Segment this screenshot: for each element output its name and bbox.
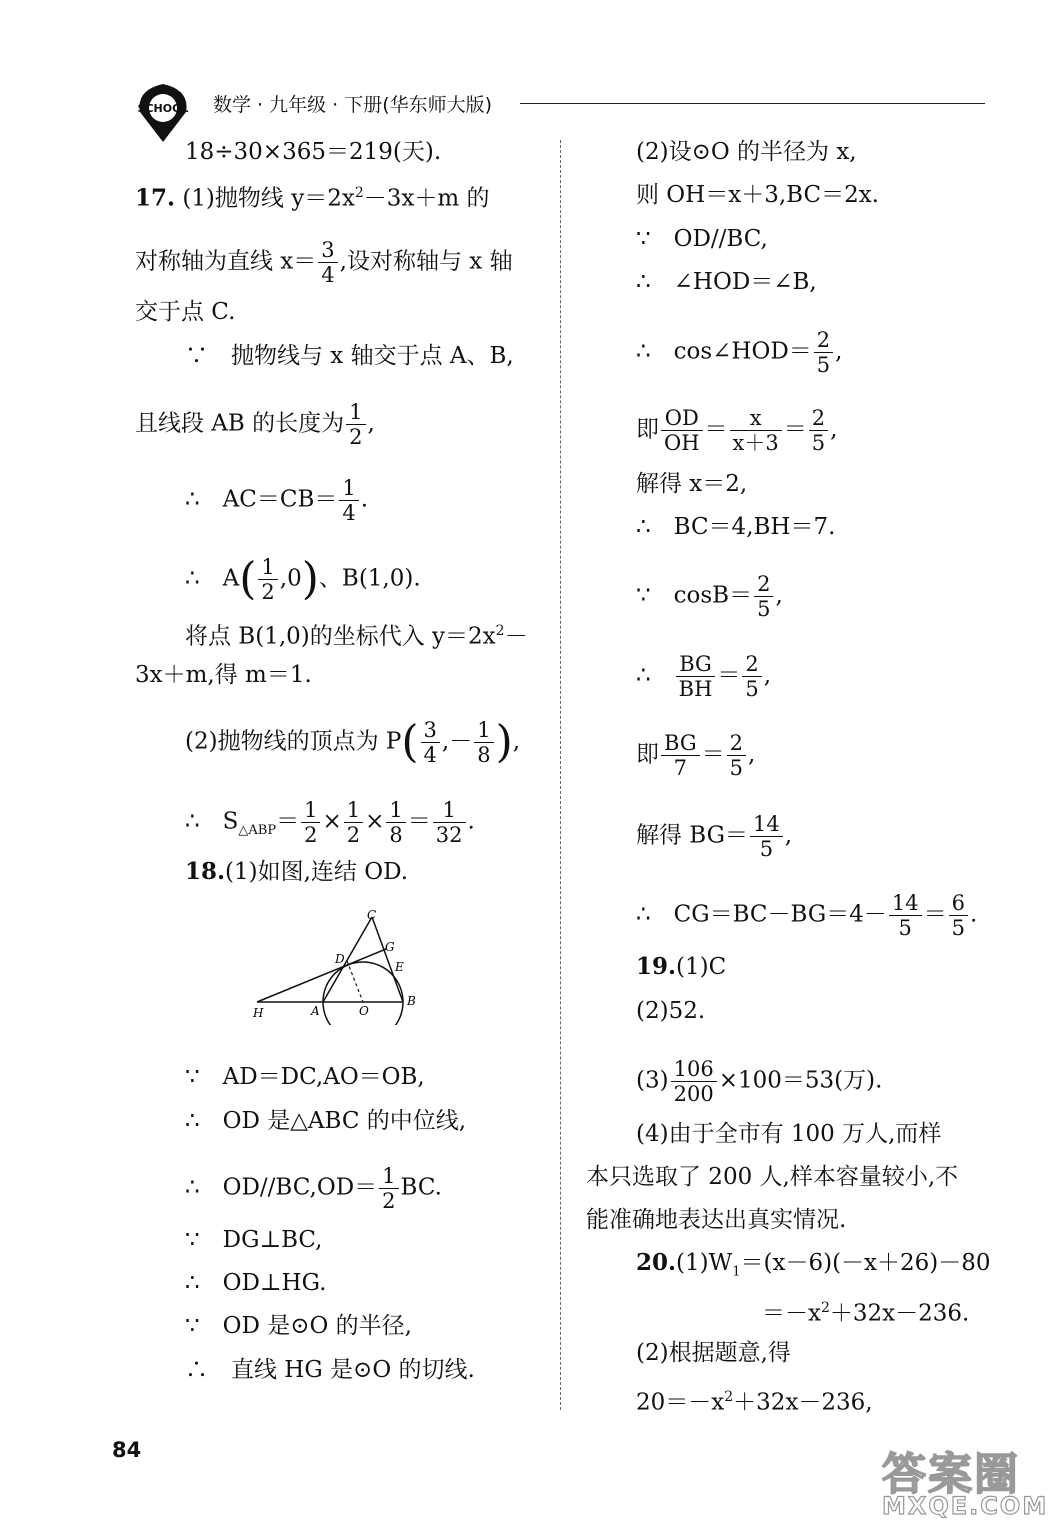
q20-line-3: (2)根据题意,得 (636, 1340, 791, 1366)
q20-line-2 (762, 1293, 969, 1329)
r9-b: , (775, 582, 783, 609)
frac-num: BG (661, 731, 700, 756)
frac-num: OD (661, 406, 703, 431)
r11-b: , (747, 741, 756, 768)
frac-den: 2 (304, 823, 318, 847)
q17-number: 17. (135, 184, 176, 212)
frac-den: 5 (729, 756, 743, 780)
q17-l10-mid: ,－ (441, 728, 473, 755)
fraction (814, 328, 833, 377)
times: × (365, 808, 385, 835)
frac-den: 200 (673, 1082, 714, 1106)
q17-line-11 (185, 798, 475, 847)
label-E: E (395, 960, 404, 974)
q17-l8-sup: 2 (495, 623, 505, 639)
frac-den: 4 (342, 501, 356, 525)
right-paren: ) (301, 553, 319, 605)
q17-l6-a: ∴ AC＝CB＝ (185, 486, 338, 513)
frac-num: 1 (301, 798, 320, 823)
q18-line-3: ∴ OD 是△ABC 的中位线, (185, 1108, 467, 1134)
frac-den: 5 (951, 916, 965, 940)
q20-line-4 (636, 1382, 873, 1418)
q17-line-3: 交于点 C. (135, 299, 236, 325)
right-line-1: (2)设⊙O 的半径为 x, (636, 139, 857, 165)
q18-l4-b: BC. (400, 1174, 442, 1201)
q19-l3-a: (3) (636, 1067, 669, 1094)
fraction (344, 798, 363, 847)
q17-text-b: －3x＋m 的 (363, 185, 490, 212)
r13-b: . (969, 901, 978, 928)
frac-den: 2 (346, 823, 361, 847)
fraction (949, 891, 968, 940)
watermark (868, 1438, 1048, 1528)
fraction (318, 238, 337, 287)
q20-l4-sup: 2 (724, 1389, 734, 1405)
q19-number: 19. (636, 953, 677, 980)
frac-num: 1 (433, 798, 466, 823)
frac-num: 2 (727, 731, 746, 756)
eq: ＝ (923, 901, 947, 928)
eq: ＝ (701, 741, 725, 768)
fraction (386, 798, 405, 847)
page-header (0, 60, 1059, 150)
q17-l11-a: ∴ S (185, 808, 239, 835)
fraction (754, 572, 773, 621)
r12-b: , (784, 822, 793, 849)
fraction (421, 718, 440, 767)
q17-text-a: (1)抛物线 y＝2x (182, 185, 355, 212)
q17-line-9: 3x＋m,得 m＝1. (135, 662, 312, 688)
label-O: O (359, 1004, 369, 1018)
label-H: H (253, 1006, 264, 1020)
frac-num: 2 (754, 572, 773, 597)
r12-a: 解得 BG＝ (636, 822, 749, 849)
q17-line-10 (185, 718, 520, 767)
fraction (258, 555, 277, 604)
frac-num: 106 (671, 1057, 717, 1082)
times: × (322, 808, 342, 835)
q18-line-2: ∵ AD＝DC,AO＝OB, (185, 1064, 425, 1090)
left-line-1: 18÷30×365＝219(天). (185, 139, 442, 165)
frac-num: 1 (386, 798, 405, 823)
label-G: G (385, 940, 395, 954)
eq: ＝ (717, 662, 741, 689)
q17-l7-c: 、B(1,0). (318, 565, 421, 592)
eq: ＝ (704, 416, 728, 443)
frac-num: 1 (344, 798, 363, 823)
q20-l1-a: (1)W (676, 1250, 733, 1276)
fraction (742, 652, 761, 701)
frac-num: 14 (889, 891, 922, 916)
frac-num: 6 (949, 891, 968, 916)
r10-a: ∴ (636, 662, 674, 689)
frac-num: 1 (339, 476, 358, 501)
fraction (474, 718, 493, 767)
frac-den: 5 (811, 431, 826, 455)
frac-den: 8 (477, 743, 491, 767)
right-line-8: ∴ BC＝4,BH＝7. (636, 514, 836, 540)
q20-l4-a: 20＝－x (636, 1389, 725, 1416)
geometry-figure (245, 905, 435, 1025)
r5-a: ∴ cos∠HOD＝ (636, 338, 812, 365)
frac-den: 32 (435, 823, 463, 847)
q17-l11-eq2: ＝ (407, 808, 431, 835)
q18-line-8: ∴ 直线 HG 是⊙O 的切线. (185, 1357, 475, 1383)
watermark-text-1: 答案圈 (882, 1449, 1020, 1500)
q18-line-5: ∵ DG⊥BC, (185, 1227, 323, 1253)
page-number: 84 (112, 1438, 142, 1462)
q18-line-7: ∵ OD 是⊙O 的半径, (185, 1313, 412, 1339)
q17-l2-a: 对称轴为直线 x＝ (135, 248, 317, 275)
frac-den: 2 (349, 425, 363, 449)
q17-line-6 (185, 476, 368, 525)
frac-num: BG (676, 652, 716, 677)
q17-line-2 (135, 238, 513, 287)
frac-den: x＋3 (732, 431, 779, 455)
frac-num: 2 (814, 328, 833, 353)
q20-l4-b: ＋32x－236, (733, 1389, 873, 1416)
right-paren: ) (495, 716, 513, 768)
frac-den: 2 (261, 580, 275, 604)
right-line-4: ∴ ∠HOD＝∠B, (636, 269, 817, 295)
fraction (676, 652, 716, 701)
label-C: C (367, 908, 377, 922)
frac-den: 5 (745, 677, 759, 701)
q17-l2-b: ,设对称轴与 x 轴 (339, 248, 513, 275)
q20-l2-a: ＝－x (762, 1300, 821, 1327)
q19-line-4: (4)由于全市有 100 万人,而样 (636, 1121, 942, 1147)
q20-l1-sub: 1 (732, 1264, 741, 1280)
fraction (727, 731, 746, 780)
frac-num: 3 (421, 718, 440, 743)
right-line-13 (636, 891, 977, 940)
q17-l5-a: 且线段 AB 的长度为 (135, 410, 345, 437)
r11-a: 即 (636, 741, 659, 768)
q18-l1: (1)如图,连结 OD. (225, 859, 409, 885)
right-line-9 (636, 572, 783, 621)
frac-den: 8 (389, 823, 403, 847)
q20-l1-b: ＝(x－6)(－x＋26)－80 (740, 1250, 991, 1276)
frac-num: 1 (346, 400, 365, 425)
fraction (301, 798, 320, 847)
fraction (346, 400, 365, 449)
frac-den: 7 (673, 756, 687, 780)
frac-num: 2 (809, 406, 828, 431)
fraction (339, 476, 358, 525)
q17-l6-b: . (360, 486, 369, 513)
label-D: D (335, 952, 345, 966)
q17-l11-b: . (467, 808, 475, 835)
school-logo (128, 72, 198, 146)
frac-num: 1 (258, 555, 277, 580)
q17-line-5 (135, 400, 375, 449)
q17-sup: 2 (354, 185, 364, 201)
q17-l11-sub: △ABP (238, 823, 277, 839)
q19-l1: (1)C (676, 954, 727, 980)
q17-l8-a: 将点 B(1,0)的坐标代入 y＝2x (185, 623, 496, 650)
q18-line-1 (185, 857, 408, 887)
frac-num: x (730, 406, 782, 431)
q17-l7-b: ,0 (279, 565, 302, 592)
r13-a: ∴ CG＝BC－BG＝4－ (636, 901, 887, 928)
q18-line-6: ∴ OD⊥HG. (185, 1270, 327, 1296)
q17-l10-a: (2)抛物线的顶点为 P (185, 728, 402, 755)
column-divider (560, 140, 561, 1410)
header-title: 数学 · 九年级 · 下册(华东师大版) (213, 94, 493, 116)
r6-b: , (830, 416, 838, 443)
frac-den: 5 (759, 837, 774, 861)
right-line-11 (636, 731, 755, 780)
frac-num: 1 (474, 718, 493, 743)
fraction (661, 406, 703, 455)
q17-line-7 (185, 555, 421, 604)
r5-b: , (835, 338, 843, 365)
frac-den: 4 (423, 743, 437, 767)
logo-text: SCHOOL (137, 102, 189, 115)
q19-l3-b: ×100＝53(万). (718, 1067, 883, 1094)
q20-l2-sup: 2 (820, 1300, 830, 1316)
fraction (379, 1164, 398, 1213)
frac-den: 4 (321, 263, 335, 287)
right-line-7: 解得 x＝2, (636, 471, 748, 497)
frac-num: 3 (318, 238, 337, 263)
frac-num: 14 (750, 812, 783, 837)
q19-line-5: 本只选取了 200 人,样本容量较小,不 (586, 1164, 959, 1190)
q19-line-1 (636, 952, 726, 982)
right-line-2: 则 OH＝x＋3,BC＝2x. (636, 182, 879, 208)
label-A: A (311, 1004, 320, 1018)
q19-line-6: 能准确地表达出真实情况. (586, 1207, 847, 1233)
frac-den: 5 (898, 916, 912, 940)
q19-line-2: (2)52. (636, 998, 706, 1024)
frac-den: BH (678, 677, 713, 701)
q18-line-4 (185, 1164, 442, 1213)
right-line-6 (636, 406, 837, 455)
frac-den: 5 (757, 597, 771, 621)
q17-line-4: ∵ 抛物线与 x 轴交于点 A、B, (185, 343, 514, 369)
r6-a: 即 (636, 416, 659, 443)
q17-l7-a: ∴ A (185, 565, 240, 592)
frac-num: 2 (742, 652, 761, 677)
eq: ＝ (783, 416, 807, 443)
fraction (661, 731, 700, 780)
q17-line-1 (135, 178, 489, 214)
q18-l4-a: ∴ OD//BC,OD＝ (185, 1174, 378, 1201)
watermark-text-2: MXQE.COM (882, 1492, 1049, 1520)
frac-num: 1 (379, 1164, 398, 1189)
frac-den: 2 (382, 1189, 396, 1213)
q18-number: 18. (185, 858, 226, 885)
frac-den: OH (664, 431, 700, 455)
q19-line-3 (636, 1057, 882, 1106)
frac-den: 5 (816, 353, 831, 377)
q17-l8-b: － (504, 623, 528, 650)
fraction (730, 406, 782, 455)
right-line-12 (636, 812, 792, 861)
r10-b: , (763, 662, 772, 689)
q20-l2-b: ＋32x－236. (829, 1300, 970, 1327)
q20-number: 20. (636, 1249, 677, 1276)
fraction (750, 812, 783, 861)
left-paren: ( (239, 553, 257, 605)
left-paren: ( (401, 716, 419, 768)
fraction (809, 406, 828, 455)
fraction (671, 1057, 717, 1106)
right-line-3: ∵ OD//BC, (636, 226, 768, 252)
header-rule (520, 103, 985, 104)
q20-line-1 (636, 1248, 991, 1288)
r9-a: ∵ cosB＝ (636, 582, 753, 609)
q17-l5-b: , (367, 410, 375, 437)
right-line-10 (636, 652, 771, 701)
q17-line-8 (185, 616, 528, 652)
fraction (889, 891, 922, 940)
right-line-5 (636, 328, 842, 377)
label-B: B (407, 994, 416, 1008)
fraction (433, 798, 466, 847)
q17-l11-eq: ＝ (276, 808, 300, 835)
q17-l10-b: , (512, 728, 521, 755)
